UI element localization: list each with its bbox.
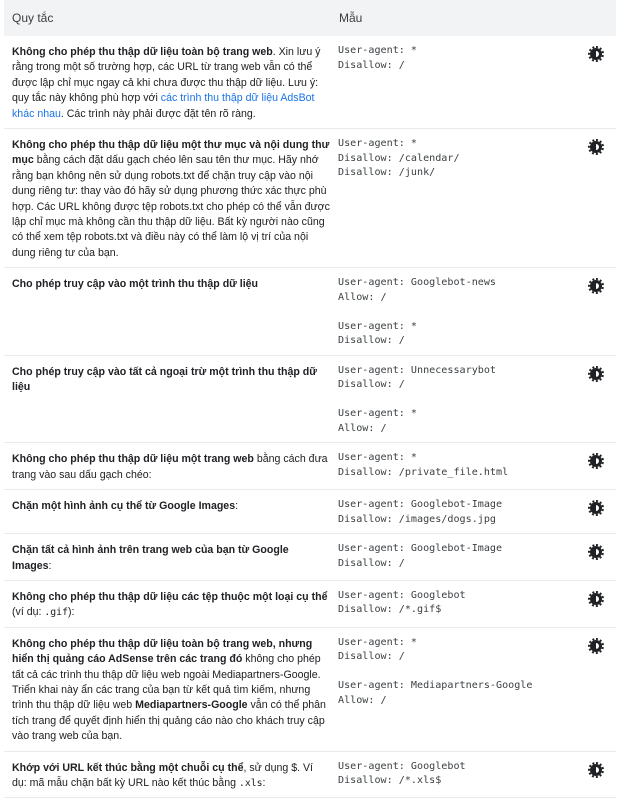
- theme-toggle-cell: [576, 443, 616, 490]
- robots-sample-code: [338, 355, 576, 443]
- code-line: User-agent: *: [338, 45, 418, 56]
- table-row: [4, 129, 616, 268]
- code-line: Disallow: /: [338, 557, 405, 569]
- theme-toggle-cell: [576, 580, 616, 627]
- robots-sample-code: [338, 534, 576, 581]
- rule-title: Không cho phép thu thập dữ liệu toàn bộ trang web, nhưng hiển thị quảng cáo AdSense trên các trang đó: [12, 637, 313, 666]
- adsbot-link[interactable]: các trình thu thập dữ liệu AdsBot khác nhau: [12, 92, 315, 120]
- robots-sample-code: [338, 443, 576, 490]
- code-line: User-agent: *: [338, 452, 418, 464]
- code-line: Disallow: /private_file.html: [338, 466, 509, 478]
- code-line: Disallow: /: [338, 379, 405, 391]
- code-line: Allow: /: [338, 291, 387, 303]
- code-line: User-agent: Googlebot: [338, 589, 466, 601]
- robots-rules-table: [4, 0, 616, 798]
- rule-text: không cho phép tất cả các trình thu thập dữ liệu web ngoài Mediapartners-Google. Triển khai này ẩn các trang của bạn từ kết quả tìm kiếm, nhưng trình thu thập dữ liệu web: [12, 653, 321, 712]
- header-spacer: [576, 0, 616, 36]
- rule-text: . Xin lưu ý rằng trong một số trường hợp, các URL từ trang web vẫn có thể được lập chỉ mục ngay cả khi chưa được thu thập dữ liệu. Lưu ý: quy tắc này không phù hợp với: [12, 46, 321, 105]
- code-line: Disallow: /: [338, 651, 405, 663]
- rule-text: . Các trình này phải được đặt tên rõ ràng.: [60, 107, 256, 120]
- table-header-row: [4, 0, 616, 36]
- code-line: User-agent: *: [338, 408, 418, 420]
- sample-column-header: Mẫu: [338, 0, 576, 36]
- code-line: User-agent: Unnecessarybot: [338, 364, 497, 376]
- rule-title: Không cho phép thu thập dữ liệu toàn bộ trang web: [12, 46, 273, 58]
- rule-title: Khớp với URL kết thúc bằng một chuỗi cụ thể: [12, 761, 244, 774]
- table-row: [4, 627, 616, 751]
- theme-toggle-icon[interactable]: [590, 368, 602, 380]
- rule-text: :: [48, 559, 52, 572]
- table-row: [4, 490, 616, 534]
- theme-toggle-icon[interactable]: [590, 593, 602, 605]
- rule-description: [4, 443, 338, 490]
- theme-toggle-cell: [576, 627, 616, 751]
- rule-text: bằng cách đặt dấu gạch chéo lên sau tên thư mục. Hãy nhớ rằng bạn không nên sử dụng robots.txt để chặn truy cập vào nội dung riêng tư: thay vào đó hãy sử dụng phương thức xác thực phù hợp. Các URL không được tệp robots.txt cho phép có thể vẫn được lập chỉ mục mà không cần thu thập dữ liệu. Bất kỳ người nào cũng có thể xem tệp robots.txt và điều này có thể làm lộ vị trí của nội dung riêng tư của bạn.: [12, 154, 330, 259]
- theme-toggle-cell: [576, 36, 616, 129]
- rule-description: [4, 490, 338, 534]
- rule-description: [4, 268, 338, 356]
- theme-toggle-cell: [576, 751, 616, 798]
- robots-sample-code: [338, 580, 576, 627]
- table-row: [4, 268, 616, 356]
- code-line: User-agent: *: [338, 138, 418, 150]
- code-line: User-agent: *: [338, 320, 418, 332]
- rule-description: [4, 627, 338, 751]
- code-gap: [338, 665, 576, 680]
- rule-title: Chặn tất cả hình ảnh trên trang web của bạn từ Google Images: [12, 544, 289, 572]
- rule-description: [4, 534, 338, 581]
- table-row: [4, 355, 616, 443]
- code-gap: [338, 305, 576, 320]
- code-line: Allow: /: [338, 422, 387, 434]
- robots-sample-code: [338, 36, 576, 129]
- rule-description: [4, 36, 338, 129]
- theme-toggle-icon[interactable]: [590, 141, 602, 153]
- rule-column-header: Quy tắc: [4, 0, 338, 36]
- theme-toggle-cell: [576, 268, 616, 356]
- table-row: [4, 751, 616, 798]
- rule-title: Chặn một hình ảnh cụ thể từ Google Images: [12, 500, 236, 513]
- table-row: [4, 443, 616, 490]
- rule-description: [4, 355, 338, 443]
- code-line: User-agent: *: [338, 636, 418, 648]
- code-line: Disallow: /*.xls$: [338, 775, 442, 787]
- inline-code: .xls: [238, 777, 263, 789]
- robots-sample-code: [338, 268, 576, 356]
- theme-toggle-icon[interactable]: [590, 546, 602, 558]
- rule-text: vẫn có thể phân tích trang để quyết định hiển thị quảng cáo nào cho khách truy cập vào trang web của bạn.: [12, 699, 326, 743]
- rule-title: Không cho phép thu thập dữ liệu một trang web: [12, 453, 254, 466]
- table-row: [4, 534, 616, 581]
- rule-title: Cho phép truy cập vào tất cả ngoại trừ một trình thu thập dữ liệu: [12, 365, 317, 394]
- code-line: User-agent: Googlebot-Image: [338, 499, 503, 511]
- theme-toggle-icon[interactable]: [590, 502, 602, 514]
- theme-toggle-icon[interactable]: [590, 640, 602, 652]
- rule-description: [4, 580, 338, 627]
- table-row: [4, 36, 616, 129]
- table-row: [4, 580, 616, 627]
- rule-text: ):: [67, 606, 75, 619]
- code-line: Disallow: /junk/: [338, 167, 436, 179]
- theme-toggle-icon[interactable]: [590, 455, 602, 467]
- code-line: User-agent: Googlebot-Image: [338, 543, 503, 555]
- rule-text: :: [262, 776, 266, 789]
- theme-toggle-icon[interactable]: [590, 48, 602, 60]
- rule-title: Mediapartners-Google: [135, 699, 248, 712]
- code-line: User-agent: Googlebot: [338, 760, 466, 772]
- robots-sample-code: [338, 751, 576, 798]
- inline-code: .gif: [44, 607, 68, 619]
- rules-body: [4, 36, 616, 798]
- code-gap: [338, 393, 576, 408]
- theme-toggle-icon[interactable]: [590, 280, 602, 292]
- code-line: Disallow: /*.gif$: [338, 604, 442, 616]
- code-line: Disallow: /calendar/: [338, 152, 460, 164]
- theme-toggle-cell: [576, 534, 616, 581]
- rule-title: Không cho phép thu thập dữ liệu một thư mục và nội dung thư mục: [12, 139, 330, 167]
- rule-description: [4, 129, 338, 268]
- rule-title: Cho phép truy cập vào một trình thu thập dữ liệu: [12, 278, 259, 291]
- rule-text: bằng cách đưa trang vào sau dấu gạch chéo:: [12, 453, 328, 481]
- code-line: Disallow: /: [338, 335, 405, 347]
- theme-toggle-cell: [576, 355, 616, 443]
- rule-title: Không cho phép thu thập dữ liệu các tệp thuộc một loại cụ thể: [12, 590, 328, 603]
- rule-description: [4, 751, 338, 798]
- rule-text: , sử dụng $. Ví dụ: mã mẫu chặn bất kỳ URL nào kết thúc bằng: [12, 761, 313, 789]
- rule-text: (ví dụ:: [12, 606, 45, 619]
- theme-toggle-cell: [576, 490, 616, 534]
- rule-text: :: [235, 500, 239, 513]
- robots-sample-code: [338, 129, 576, 268]
- code-line: Allow: /: [338, 694, 387, 706]
- theme-toggle-icon[interactable]: [590, 764, 602, 776]
- code-line: User-agent: Mediapartners-Google: [338, 680, 533, 692]
- robots-sample-code: [338, 627, 576, 751]
- robots-sample-code: [338, 490, 576, 534]
- code-line: Disallow: /: [338, 59, 405, 71]
- code-line: Disallow: /images/dogs.jpg: [338, 513, 497, 525]
- theme-toggle-cell: [576, 129, 616, 268]
- code-line: User-agent: Googlebot-news: [338, 277, 497, 289]
